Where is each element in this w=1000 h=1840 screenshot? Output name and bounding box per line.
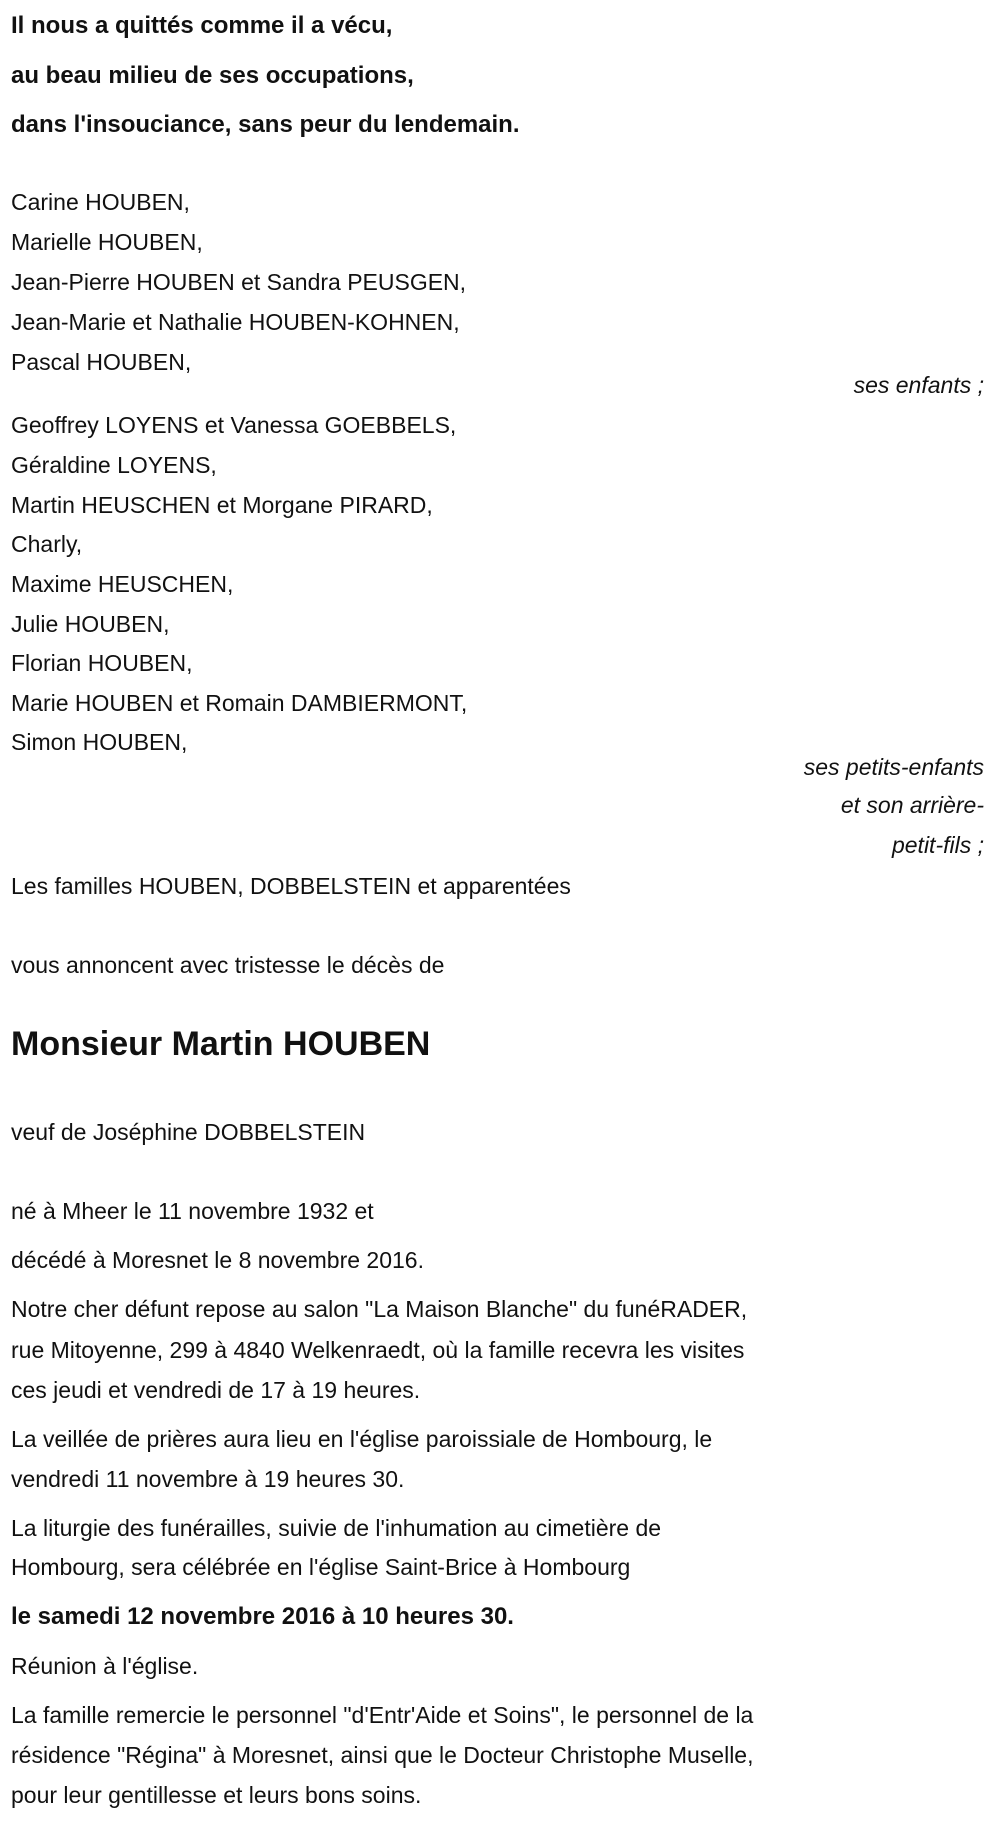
epigraph-line: Il nous a quittés comme il a vécu,	[11, 12, 393, 39]
announce-line: vous annoncent avec tristesse le décès de	[11, 952, 445, 978]
families-line: Les familles HOUBEN, DOBBELSTEIN et apparentées	[11, 873, 571, 899]
child-name: Jean-Marie et Nathalie HOUBEN-KOHNEN,	[11, 309, 460, 335]
rest-line: rue Mitoyenne, 299 à 4840 Welkenraedt, où la famille recevra les visites	[11, 1337, 745, 1363]
grandchildren-label: ses petits-enfants	[803, 754, 984, 780]
widower-line: veuf de Joséphine DOBBELSTEIN	[11, 1119, 366, 1145]
liturgy-line: La liturgie des funérailles, suivie de l'inhumation au cimetière de	[11, 1515, 662, 1541]
thanks-line: pour leur gentillesse et leurs bons soins.	[11, 1782, 422, 1808]
grandchild-name: Geoffrey LOYENS et Vanessa GOEBBELS,	[11, 412, 457, 438]
died-line: décédé à Moresnet le 8 novembre 2016.	[11, 1247, 424, 1273]
child-name: Marielle HOUBEN,	[11, 229, 203, 255]
liturgy-date: le samedi 12 novembre 2016 à 10 heures 30.	[11, 1603, 514, 1630]
grandchild-name: Julie HOUBEN,	[11, 611, 170, 637]
child-name: Carine HOUBEN,	[11, 189, 190, 215]
grandchild-name: Géraldine LOYENS,	[11, 452, 217, 478]
children-label: ses enfants ;	[853, 372, 984, 398]
grandchild-name: Marie HOUBEN et Romain DAMBIERMONT,	[11, 690, 468, 716]
grandchild-name: Maxime HEUSCHEN,	[11, 571, 234, 597]
epigraph-line: dans l'insouciance, sans peur du lendemain.	[11, 111, 520, 138]
vigil-line: vendredi 11 novembre à 19 heures 30.	[11, 1466, 405, 1492]
liturgy-line: Hombourg, sera célébrée en l'église Saint-Brice à Hombourg	[11, 1554, 631, 1580]
grandchild-name: Charly,	[11, 531, 83, 557]
rest-line: Notre cher défunt repose au salon "La Maison Blanche" du funéRADER,	[11, 1296, 748, 1322]
epigraph-line: au beau milieu de ses occupations,	[11, 62, 414, 89]
child-name: Jean-Pierre HOUBEN et Sandra PEUSGEN,	[11, 269, 467, 295]
grandchild-name: Martin HEUSCHEN et Morgane PIRARD,	[11, 492, 433, 518]
thanks-line: résidence "Régina" à Moresnet, ainsi que le Docteur Christophe Muselle,	[11, 1742, 754, 1768]
grandchildren-label: et son arrière-	[840, 792, 984, 818]
grandchildren-label: petit-fils ;	[891, 832, 984, 858]
grandchild-name: Simon HOUBEN,	[11, 729, 188, 755]
vigil-line: La veillée de prières aura lieu en l'église paroissiale de Hombourg, le	[11, 1426, 713, 1452]
deceased-name: Monsieur Martin HOUBEN	[11, 1025, 431, 1063]
child-name: Pascal HOUBEN,	[11, 349, 192, 375]
rest-line: ces jeudi et vendredi de 17 à 19 heures.	[11, 1377, 421, 1403]
born-line: né à Mheer le 11 novembre 1932 et	[11, 1198, 374, 1224]
thanks-line: La famille remercie le personnel "d'Entr'Aide et Soins", le personnel de la	[11, 1702, 754, 1728]
grandchild-name: Florian HOUBEN,	[11, 650, 193, 676]
meeting-line: Réunion à l'église.	[11, 1653, 199, 1679]
